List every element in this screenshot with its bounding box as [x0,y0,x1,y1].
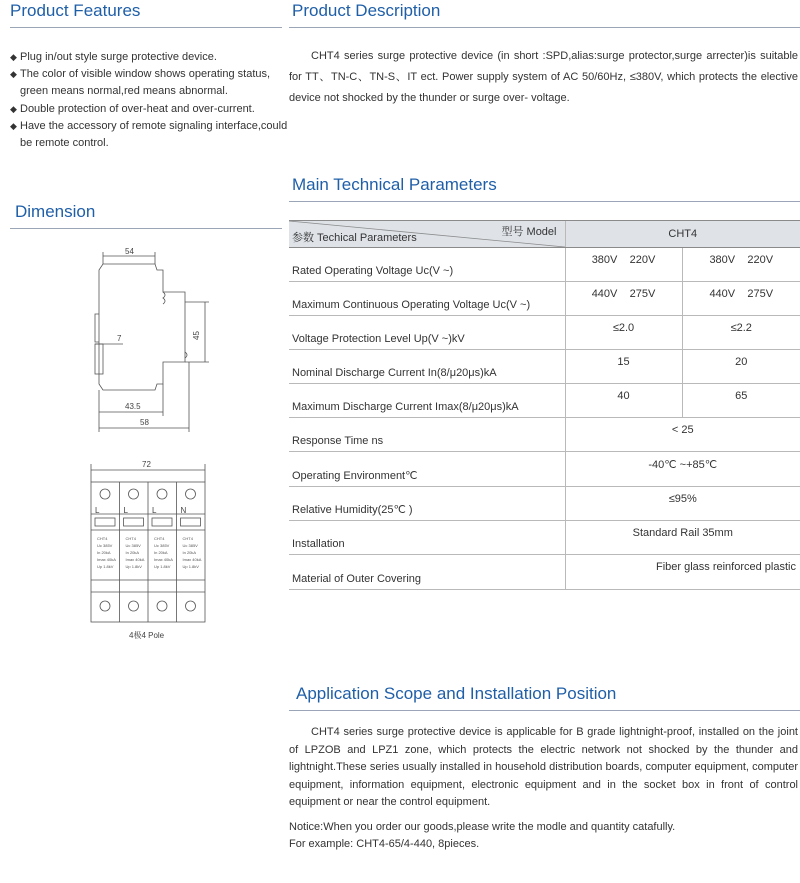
side-view-drawing [85,244,225,439]
product-description-rule [289,27,800,28]
table-row: Voltage Protection Level Up(V ~)kV ≤2.0 ≤2.2 [289,316,800,350]
module-text: Uc 385V [182,543,198,548]
module-text: Up 1.8kV [154,564,171,569]
module-text: Uc 385V [125,543,141,548]
diamond-bullet-icon: ◆ [10,120,17,131]
table-row: Installation Standard Rail 35mm [289,521,800,555]
table-row: Operating Environment℃ -40℃ ~+85℃ [289,452,800,487]
module-text: In 20kA [125,550,140,555]
list-item: ◆ Plug in/out style surge protective device. [10,49,290,66]
module-text: Up 1.8kV [182,564,199,569]
table-header-row [289,221,800,248]
module-text: Imax 40kA [97,557,116,562]
module-text: In 20kA [182,550,197,555]
table-row: Rated Operating Voltage Uc(V ~) 380V 220V 380V 220V [289,248,800,282]
list-item: ◆ The color of visible window shows operating status, green means normal,red means abnormal. [10,68,271,98]
module-text: CHT4 [97,536,108,541]
module-text: CHT4 [125,536,136,541]
example-text: For example: CHT4-65/4-440, 8pieces. [289,838,480,850]
dim-45-label: 45 [192,331,201,340]
notice-text: Notice:When you order our goods,please write the modle and quantity catafully. [289,821,676,833]
pole-label: N [180,506,187,515]
module-text: In 20kA [97,550,111,555]
product-features-heading: Product Features [10,1,141,20]
module-text: Up 1.8kV [125,564,142,569]
table-row: Material of Outer Covering Fiber glass reinforced plastic [289,555,800,590]
application-text: CHT4 series surge protective device is applicable for B grade lightnight-proof, installed on the joint of LPZOB and LPZ1 zone, which protects the electric network not shocked by the thunder and lightnight.These series usually installed in household distribution boards, computer equipment, computer equipment, information equipment, electronic equipment and in the socket box in front of control equipment or near the control equipment. [289,726,798,808]
table-row: Maximum Continuous Operating Voltage Uc(V ~) 440V 275V 440V 275V [289,282,800,316]
application-heading: Application Scope and Installation Position [296,684,617,703]
params-label: 参数 Techical Parameters [292,232,417,244]
module-text: CHT4 [154,536,165,541]
dimension-rule [10,228,282,229]
pole-label: L [152,506,157,515]
features-list [10,49,290,152]
front-view-drawing [85,458,215,642]
table-row: Maximum Discharge Current Imax(8/μ20μs)kA 40 65 [289,384,800,418]
module-text: Imax 40kA [125,557,145,562]
module-text: In 20kA [154,550,168,555]
list-item: ◆ Have the accessory of remote signaling interface,could be remote control. [10,119,288,150]
dim-72-label: 72 [142,460,151,469]
table-row: Relative Humidity(25℃ ) ≤95% [289,487,800,521]
product-description-heading: Product Description [292,1,441,20]
diamond-bullet-icon: ◆ [10,69,17,80]
dim-54-label: 54 [125,247,134,256]
product-features-rule [10,27,282,28]
module-text: Uc 385V [154,543,170,548]
dim-58-label: 58 [140,418,149,427]
table-row: Nominal Discharge Current In(8/μ20μs)kA 15 20 [289,350,800,384]
table-row: Response Time ns < 25 [289,418,800,452]
diamond-bullet-icon: ◆ [10,52,17,62]
parameters-heading: Main Technical Parameters [292,175,497,194]
pole-caption: 4极4 Pole [129,631,165,640]
parameters-rule [289,201,800,202]
pole-label: L [123,506,128,515]
module-text: Imax 40kA [182,557,202,562]
list-item: ◆ Double protection of over-heat and over-current. [10,101,290,118]
pole-label: L [95,506,100,515]
diamond-bullet-icon: ◆ [10,103,17,114]
product-description-text: CHT4 series surge protective device (in short :SPD,alias:surge protector,surge arrecter)is suitable for TT、TN-C、TN-S、IT ect. Power supply system of AC 50/60Hz, ≤380V, which protects the elective device not shocked by the thunder or surge over- voltage. [289,50,798,104]
module-text: CHT4 [182,536,193,541]
dimension-heading: Dimension [15,202,96,221]
dim-7-label: 7 [117,334,122,343]
model-label: 型号 Model [501,226,557,238]
module-text: Imax 40kA [154,557,173,562]
application-rule [289,710,800,711]
model-name: CHT4 [565,221,800,248]
parameters-table [289,220,800,590]
module-text: Uc 385V [97,543,113,548]
module-text: Up 1.8kV [97,564,114,569]
dim-43-5-label: 43.5 [125,402,141,411]
